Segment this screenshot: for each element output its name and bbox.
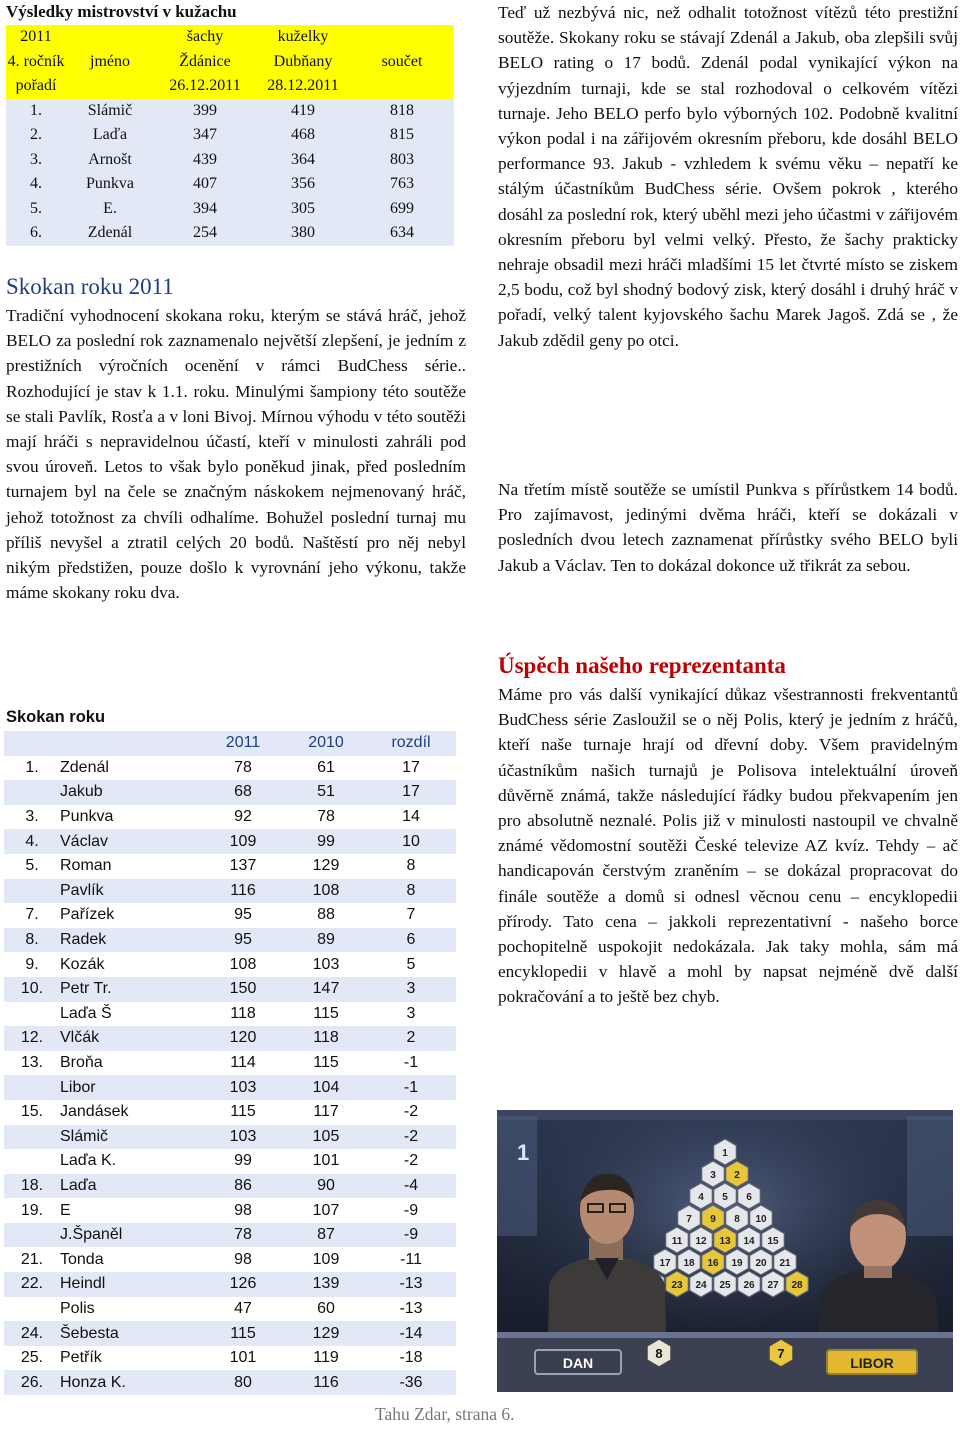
channel-logo: 1 [517, 1140, 530, 1165]
skokan-cell: 107 [312, 1201, 340, 1219]
skokan-header-cell: 2011 [200, 731, 286, 756]
results-cell: 5. [6, 197, 66, 222]
hex-number: 20 [755, 1258, 767, 1269]
winners-paragraph: Teď už nezbývá nic, než odhalit totožnost vítězů této prestižní soutěže. Skokany roku se stávají Zdenál a Jakub, oba zlepšili svůj BELO rating o 17 bodů. Zdenál podal vynikající výkon na výjezdním turnaji, kde se stal rozhodoval o celkovém vítězi turnaje. Jeho BELO perfo bylo výborných 102. Podobně kvalitní výkon podal i na zářijovém okresním přeboru, kde dosáhl BELO performance 93. Jakub - vzhledem k svému věku – nepatří ke stálým účastníkům BudChess série. Ovšem pokrok , kterého dosáhl za poslední rok, který uběhl mezi jeho účastmi v zářijovém okresním přeboru byl velmi velký. Přesto, že šachy prakticky nehraje obsadil mezi hráči mladšími 15 let čtvrté místo se ziskem 2,5 bodu, což byl shodný bodový zisk, který dosáhl i druhý hráč v pořadí, velký talent kyjovského šachu Marek Jagoš. Zdá se , že Jakub zdědil geny po otci. [498, 3, 958, 350]
results-cell: Laďa [66, 123, 154, 148]
skokan-cell: 7 [406, 906, 416, 924]
skokan-cell: -13 [366, 1272, 456, 1297]
skokan-cell: 114 [230, 1054, 256, 1072]
results-row [6, 148, 454, 173]
skokan-cell: 61 [317, 758, 335, 776]
left-player-score: 8 [655, 1346, 663, 1361]
skokan-header-cell [4, 731, 60, 756]
skokan-cell: 10 [366, 829, 456, 854]
skokan-cell: 103 [200, 1075, 286, 1100]
skokan-cell: 95 [200, 928, 286, 953]
results-cell: Zdenál [66, 221, 154, 246]
hex-number: 23 [671, 1280, 683, 1291]
hex-number: 5 [722, 1192, 728, 1203]
results-row [6, 123, 454, 148]
results-row [6, 221, 454, 246]
hex-number: 25 [719, 1280, 731, 1291]
skokan-cell: 150 [200, 977, 286, 1002]
skokan-cell: 103 [200, 1125, 286, 1150]
skokan-cell: 87 [286, 1223, 366, 1248]
skokan-cell: 115 [313, 1054, 339, 1072]
skokan-header-cell: rozdíl [366, 731, 456, 756]
results-cell: E. [66, 197, 154, 222]
results-header-cell: jméno [66, 50, 154, 75]
skokan-cell: 3 [406, 1004, 416, 1022]
skokan-cell: Laďa K. [60, 1152, 117, 1170]
right-player-name: LIBOR [850, 1355, 894, 1371]
skokan-cell: -9 [403, 1201, 419, 1219]
skokan-row [4, 854, 456, 879]
skokan-cell: 118 [230, 1004, 256, 1022]
skokan-cell: 109 [200, 829, 286, 854]
skokan-cell: 115 [200, 1321, 286, 1346]
results-header-cell [350, 25, 454, 50]
skokan-row [4, 1075, 456, 1100]
skokan-cell: 68 [200, 780, 286, 805]
skokan-cell: 12. [4, 1026, 60, 1051]
hex-number: 4 [698, 1192, 704, 1203]
skokan-row [4, 1125, 456, 1150]
skokan-cell: 115 [230, 1103, 256, 1121]
skokan-cell: 89 [286, 928, 366, 953]
results-cell: 3. [6, 148, 66, 173]
hex-number: 27 [767, 1280, 779, 1291]
skokan-row [4, 1100, 456, 1125]
skokan-cell: 108 [286, 879, 366, 904]
skokan-row [4, 1149, 456, 1174]
skokan-cell: 5. [25, 857, 39, 875]
skokan-row [4, 1223, 456, 1248]
skokan-table-title: Skokan roku [6, 708, 106, 726]
results-cell: 818 [350, 99, 454, 124]
skokan-cell: Honza K. [60, 1370, 200, 1395]
results-cell: 6. [6, 221, 66, 246]
skokan-cell: Vlčák [60, 1026, 200, 1051]
skokan-cell: -11 [400, 1250, 422, 1268]
skokan-cell: 147 [286, 977, 366, 1002]
skokan-row [4, 1272, 456, 1297]
skokan-cell: 103 [312, 955, 340, 973]
skokan-cell: Jakub [60, 780, 200, 805]
results-cell: 2. [6, 123, 66, 148]
skokan-row [4, 1321, 456, 1346]
skokan-cell: 8. [4, 928, 60, 953]
hex-number: 24 [695, 1280, 707, 1291]
hex-number: 26 [743, 1280, 755, 1291]
skokan-cell: 4. [4, 829, 60, 854]
results-cell: 439 [154, 148, 256, 173]
skokan-cell: 86 [200, 1174, 286, 1199]
skokan-row [4, 1002, 456, 1027]
skokan-cell: 25. [20, 1349, 44, 1367]
skokan-cell: 98 [234, 1201, 252, 1219]
skokan-row [4, 805, 456, 830]
results-cell: 699 [350, 197, 454, 222]
results-cell: 4. [6, 172, 66, 197]
results-header-row [6, 74, 454, 99]
skokan-header-cell: 2010 [286, 731, 366, 756]
skokan-cell: 101 [312, 1152, 340, 1170]
skokan-header-row [4, 731, 456, 756]
skokan-cell: 99 [234, 1152, 252, 1170]
skokan-cell: Václav [60, 829, 200, 854]
skokan-cell: 119 [313, 1349, 339, 1367]
results-header-cell: šachy [154, 25, 256, 50]
skokan-cell: 90 [286, 1174, 366, 1199]
az-kviz-photo [497, 1110, 953, 1392]
results-cell: 815 [350, 123, 454, 148]
skokan-cell: 120 [200, 1026, 286, 1051]
skokan-cell: 10. [4, 977, 60, 1002]
skokan-cell: Broňa [60, 1054, 103, 1072]
skokan-cell: 60 [317, 1299, 335, 1317]
skokan-cell: 98 [234, 1250, 252, 1268]
left-player-name: DAN [562, 1355, 594, 1371]
skokan-cell: 8 [366, 879, 456, 904]
skokan-cell [4, 1002, 60, 1027]
hex-number: 13 [719, 1236, 731, 1247]
results-header-cell: 28.12.2011 [256, 74, 350, 99]
results-cell: 364 [256, 148, 350, 173]
skokan-cell: Kozák [60, 955, 105, 973]
hex-number: 9 [710, 1214, 716, 1225]
skokan-cell: E [60, 1201, 71, 1219]
results-header-cell: 26.12.2011 [154, 74, 256, 99]
skokan-cell: 8 [406, 857, 416, 875]
results-header-cell: Dubňany [256, 50, 350, 75]
hex-number: 12 [695, 1236, 707, 1247]
skokan-row [4, 903, 456, 928]
skokan-cell: Laďa Š [60, 1004, 112, 1022]
skokan-cell: 3. [25, 808, 39, 826]
skokan-cell: 17 [402, 758, 420, 776]
skokan-cell: 1. [25, 758, 39, 776]
skokan-cell: -18 [399, 1349, 423, 1367]
results-header-cell: kuželky [256, 25, 350, 50]
skokan-cell: 129 [286, 1321, 366, 1346]
skokan-cell: 78 [234, 758, 252, 776]
hex-number: 19 [731, 1258, 743, 1269]
skokan-cell: 115 [313, 1004, 339, 1022]
skokan-cell: -4 [366, 1174, 456, 1199]
skokan-cell: 108 [229, 955, 257, 973]
results-cell: 399 [154, 99, 256, 124]
skokan-cell: 117 [313, 1103, 339, 1121]
hex-number: 15 [767, 1236, 779, 1247]
results-cell: 254 [154, 221, 256, 246]
results-header-cell: pořadí [6, 74, 66, 99]
skokan-cell: 19. [20, 1201, 44, 1219]
skokan-cell: Pavlík [60, 879, 200, 904]
skokan-cell: Tonda [60, 1250, 104, 1268]
third-place-paragraph: Na třetím místě soutěže se umístil Punkva s přírůstkem 14 bodů. Pro zajímavost, jedinými dvěma hráči, kteří se dokázali v posledních dvou letech zaznamenat přírůstky svého BELO byli Jakub a Václav. Ten to dokázal dokonce už třikrát za sebou. [498, 480, 958, 575]
skokan-cell: 13. [20, 1054, 44, 1072]
skokan-row [4, 952, 456, 977]
results-cell: 1. [6, 99, 66, 124]
skokan-cell: 22. [4, 1272, 60, 1297]
skokan-cell: Punkva [60, 808, 114, 826]
results-cell: Punkva [66, 172, 154, 197]
skokan-row [4, 780, 456, 805]
hex-number: 10 [755, 1214, 767, 1225]
page-footer: Tahu Zdar, strana 6. [375, 1404, 515, 1424]
hex-number: 16 [707, 1258, 719, 1269]
skokan-cell: Radek [60, 928, 200, 953]
right-player-score: 7 [777, 1346, 785, 1361]
skokan-cell: Šebesta [60, 1321, 200, 1346]
hex-number: 14 [743, 1236, 755, 1247]
skokan-cell: 14 [402, 808, 420, 826]
skokan-cell: Laďa [60, 1174, 200, 1199]
skokan-cell: -14 [366, 1321, 456, 1346]
hex-number: 2 [734, 1170, 740, 1181]
hex-number: 11 [671, 1236, 683, 1247]
skokan-row [4, 1198, 456, 1223]
skokan-row [4, 1174, 456, 1199]
skokan-cell [4, 1223, 60, 1248]
skokan-paragraph: Tradiční vyhodnocení skokana roku, kterým se stává hráč, jehož BELO za poslední rok zaznamenalo největší zlepšení, je jedním z prestižních výročních ocenění v rámci BudChess série.. Rozhodující je stav k 1.1. roku. Minulými šampiony této soutěže se stali Pavlík, Rosťa a v loni Bivoj. Mírnou výhodu v této soutěži mají hráči s nepravidelnou účastí, kteří v minulosti zahráli pod svou úroveň. Letos to však bylo poněkud jinak, před posledním turnajem byl na čele se značným náskokem nejmenovaný hráč, jehož totožnost za chvíli odhalíme. Bohužel poslední turnaj mu příliš nevyšel a ztratil celých 20 bodů. Naštěstí pro něj nebyl nikým předstižen, pouze došlo k vyrovnání jeho výkonu, takže máme skokany roku dva. [6, 306, 466, 603]
skokan-cell: Pařízek [60, 906, 115, 924]
skokan-cell: 139 [286, 1272, 366, 1297]
results-title: Výsledky mistrovství v kužachu [6, 2, 237, 21]
skokan-cell: 5 [406, 955, 416, 973]
hex-number: 8 [734, 1214, 740, 1225]
skokan-table [4, 731, 456, 1395]
results-header-row [6, 25, 454, 50]
hex-number: 21 [779, 1258, 791, 1269]
results-header-cell: Ždánice [154, 50, 256, 75]
results-cell: 407 [154, 172, 256, 197]
skokan-cell: 2 [366, 1026, 456, 1051]
skokan-cell [4, 1125, 60, 1150]
polis-paragraph: Máme pro vás další vynikající důkaz všestrannosti frekventantů BudChess série Zasloužil se o něj Polis, který je jedním z hráčů, kteří naše turnaje hrají od dřevní doby. Všem pravidelným účastníkům našich turnajů je Polisova intelektuální úroveň důvěrně známá, takže následující řádky budou překvapením jen pro absolutně neznalé. Polis již v minulosti nastoupil ve chvalně známé vědomostní soutěži České televize AZ kvíz. Tehdy – ač handicapován čerstvým zraněním – se dokázal propracovat do finále soutěže a domů si odnesl věcnou cenu – encyklopedii přírody. Tato cena – jakkoli reprezentativní - našeho borce pochopitelně uspokojit nedokázala. Jak taky mohla, sám má encyklopedii v hlavě a mohl by napsat nejméně dvě další pokračování a to ještě bez chyb. [498, 685, 958, 1007]
skokan-cell: 105 [286, 1125, 366, 1150]
skokan-cell: 47 [234, 1299, 252, 1317]
skokan-cell: 24. [4, 1321, 60, 1346]
skokan-cell: Polis [60, 1299, 95, 1317]
skokan-cell: 7. [25, 906, 39, 924]
results-cell: 394 [154, 197, 256, 222]
skokan-row [4, 928, 456, 953]
skokan-cell [4, 1149, 60, 1174]
skokan-cell: -36 [366, 1370, 456, 1395]
skokan-cell: 137 [229, 857, 257, 875]
hex-number: 28 [791, 1280, 803, 1291]
skokan-cell: Petr Tr. [60, 977, 200, 1002]
hex-number: 1 [722, 1148, 728, 1159]
skokan-cell [4, 780, 60, 805]
results-row [6, 172, 454, 197]
hex-number: 6 [746, 1192, 752, 1203]
results-header-row [6, 50, 454, 75]
skokan-cell: -1 [403, 1054, 419, 1072]
skokan-cell: -2 [403, 1103, 419, 1121]
skokan-cell: 6 [366, 928, 456, 953]
skokan-cell: Roman [60, 857, 112, 875]
skokan-cell: Petřík [60, 1349, 102, 1367]
skokan-cell: -13 [399, 1299, 423, 1317]
results-table [6, 25, 454, 246]
results-cell: 763 [350, 172, 454, 197]
skokan-cell: -2 [403, 1152, 419, 1170]
skokan-cell: 51 [286, 780, 366, 805]
results-cell: Slámič [66, 99, 154, 124]
results-header-cell: 4. ročník [6, 50, 66, 75]
results-cell: 380 [256, 221, 350, 246]
az-kviz-scene [497, 1110, 953, 1392]
results-row [6, 197, 454, 222]
results-cell: Arnošt [66, 148, 154, 173]
skokan-row [4, 756, 456, 781]
skokan-row [4, 1051, 456, 1076]
skokan-cell: 15. [20, 1103, 44, 1121]
hex-number: 17 [659, 1258, 671, 1269]
skokan-row [4, 879, 456, 904]
results-cell: 347 [154, 123, 256, 148]
results-cell: 803 [350, 148, 454, 173]
results-header-cell [66, 25, 154, 50]
results-cell: 305 [256, 197, 350, 222]
skokan-cell: 116 [200, 879, 286, 904]
results-header-cell: 2011 [6, 25, 66, 50]
skokan-cell: 109 [312, 1250, 340, 1268]
results-cell: 634 [350, 221, 454, 246]
skokan-header-cell [60, 731, 200, 756]
results-cell: 468 [256, 123, 350, 148]
skokan-cell [4, 1075, 60, 1100]
skokan-cell: 126 [200, 1272, 286, 1297]
skokan-row [4, 1247, 456, 1272]
skokan-cell [4, 1297, 60, 1322]
skokan-cell: J.Španěl [60, 1223, 200, 1248]
skokan-cell: 78 [200, 1223, 286, 1248]
skokan-cell: 95 [234, 906, 252, 924]
skokan-cell: 116 [286, 1370, 366, 1395]
skokan-cell: 104 [286, 1075, 366, 1100]
skokan-cell [4, 879, 60, 904]
skokan-cell: 101 [229, 1349, 257, 1367]
skokan-cell: 18. [4, 1174, 60, 1199]
skokan-row [4, 1346, 456, 1371]
skokan-row [4, 1297, 456, 1322]
results-cell: 419 [256, 99, 350, 124]
skokan-cell: 88 [317, 906, 335, 924]
skokan-cell: 17 [366, 780, 456, 805]
skokan-cell: Slámič [60, 1125, 200, 1150]
skokan-cell: 118 [286, 1026, 366, 1051]
results-header-cell: součet [350, 50, 454, 75]
skokan-cell: -1 [366, 1075, 456, 1100]
skokan-cell: Jandásek [60, 1103, 129, 1121]
skokan-row [4, 1026, 456, 1051]
skokan-row [4, 1370, 456, 1395]
skokan-row [4, 829, 456, 854]
hex-number: 18 [683, 1258, 695, 1269]
skokan-cell: Libor [60, 1075, 200, 1100]
skokan-cell: Zdenál [60, 758, 109, 776]
skokan-cell: 129 [312, 857, 340, 875]
skokan-cell: Heindl [60, 1272, 200, 1297]
skokan-cell: 80 [200, 1370, 286, 1395]
skokan-cell: 78 [317, 808, 335, 826]
skokan-cell: -2 [366, 1125, 456, 1150]
skokan-cell: 9. [25, 955, 39, 973]
results-cell: 356 [256, 172, 350, 197]
skokan-cell: 92 [234, 808, 252, 826]
results-header-cell [350, 74, 454, 99]
uspech-heading: Úspěch našeho reprezentanta [498, 653, 786, 678]
skokan-heading: Skokan roku 2011 [6, 274, 174, 299]
hex-number: 3 [710, 1170, 716, 1181]
skokan-cell: -9 [366, 1223, 456, 1248]
skokan-row [4, 977, 456, 1002]
skokan-cell: 21. [20, 1250, 44, 1268]
skokan-cell: 3 [366, 977, 456, 1002]
hex-number: 7 [686, 1214, 692, 1225]
skokan-cell: 26. [4, 1370, 60, 1395]
skokan-cell: 99 [286, 829, 366, 854]
results-header-cell [66, 74, 154, 99]
results-row [6, 99, 454, 124]
